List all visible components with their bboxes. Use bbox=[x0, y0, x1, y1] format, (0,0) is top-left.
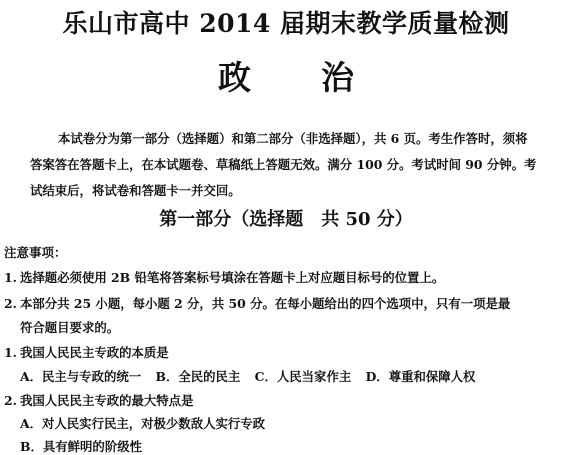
question-text: 我国人民民主专政的本质是 bbox=[20, 345, 169, 360]
instructions-line: 本试卷分为第一部分（选择题）和第二部分（非选择题），共 6 页。考生作答时，须将 bbox=[58, 131, 528, 146]
option-d: D．尊重和保障人权 bbox=[365, 369, 476, 384]
question-options bbox=[20, 367, 475, 385]
note-number: 2. bbox=[4, 296, 17, 311]
option-c: C．人民当家作主 bbox=[254, 369, 352, 384]
option-b: B．具有鲜明的阶级性 bbox=[20, 439, 142, 454]
note-number: 1. bbox=[4, 270, 17, 285]
notes-title: 注意事项： bbox=[4, 245, 67, 260]
note-text: 选择题必须使用 2B 铅笔将答案标号填涂在答题卡上对应题目标号的位置上。 bbox=[20, 270, 445, 285]
instructions-line: 试结束后，将试卷和答题卡一并交回。 bbox=[30, 183, 241, 198]
question-stem bbox=[4, 391, 193, 409]
option-a: A．对人民实行民主，对极少数敌人实行专政 bbox=[20, 416, 266, 431]
part-one-heading: 第一部分（选择题 共 50 分） bbox=[159, 209, 413, 230]
instructions-line: 答案答在答题卡上，在本试题卷、草稿纸上答题无效。满分 100 分。考试时间 90 分钟。考 bbox=[30, 157, 537, 172]
note-item-continued bbox=[20, 318, 119, 336]
question-option bbox=[20, 437, 142, 455]
option-a: A．民主与专政的统一 bbox=[20, 369, 142, 384]
question-number: 1. bbox=[4, 345, 17, 360]
exam-instructions bbox=[30, 126, 558, 204]
question-text: 我国人民民主专政的最大特点是 bbox=[20, 393, 194, 408]
exam-title: 乐山市高中 2014 届期末教学质量检测 bbox=[62, 9, 510, 38]
question-stem bbox=[4, 343, 169, 361]
question-option bbox=[20, 414, 265, 432]
question-number: 2. bbox=[4, 393, 17, 408]
note-text: 本部分共 25 小题，每小题 2 分，共 50 分。在每小题给出的四个选项中，只有一项是最 bbox=[20, 296, 511, 311]
note-item bbox=[4, 294, 510, 312]
note-text: 符合题目要求的。 bbox=[20, 320, 120, 335]
subject-title: 政治 bbox=[218, 58, 424, 97]
option-b: B．全民的民主 bbox=[155, 369, 241, 384]
note-item bbox=[4, 268, 444, 286]
